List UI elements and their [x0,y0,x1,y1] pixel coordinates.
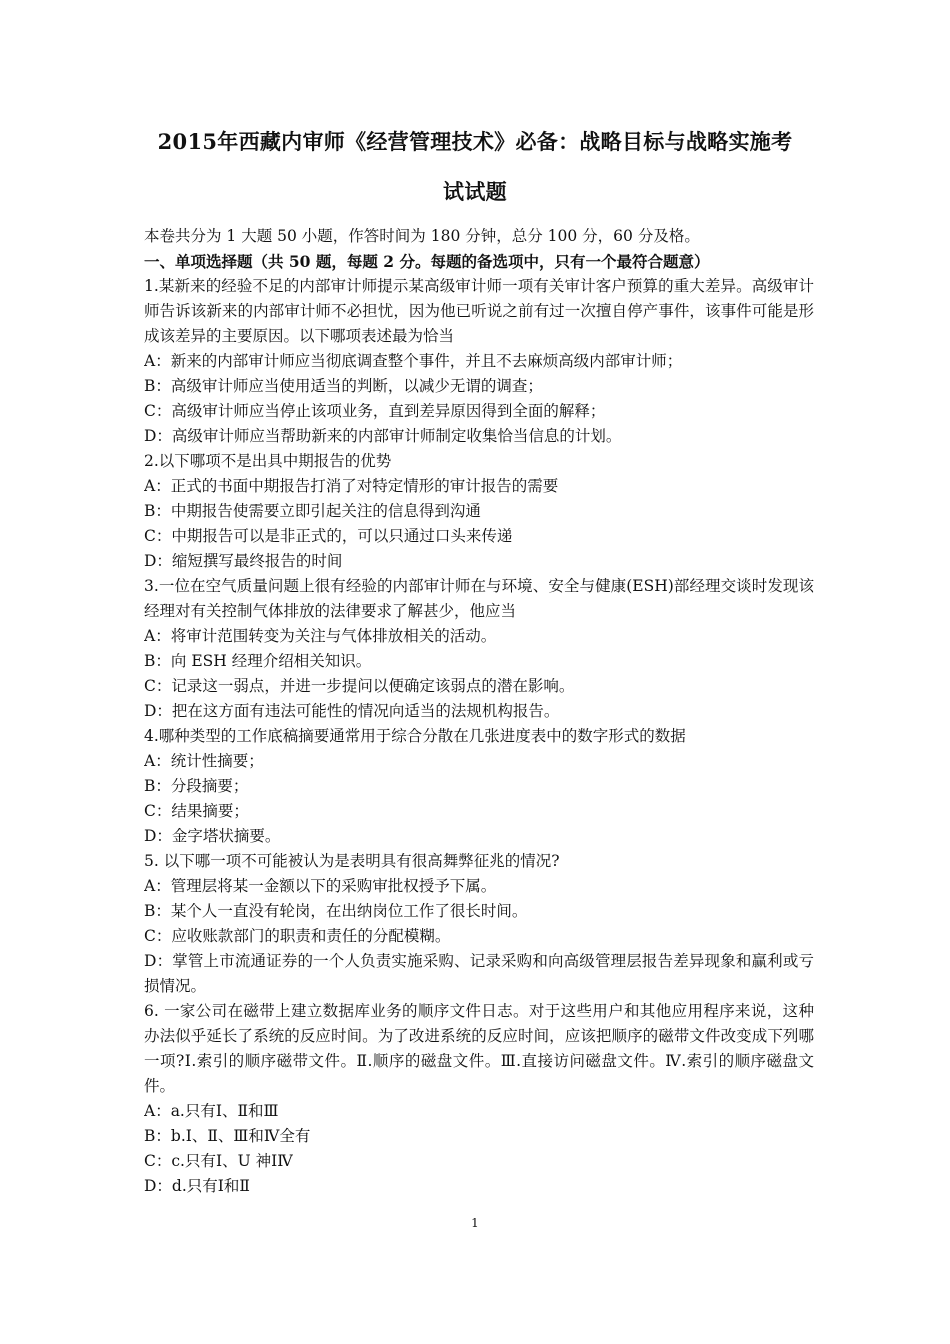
option-c: C：中期报告可以是非正式的，可以只通过口头来传递 [144,527,513,545]
option-a: A：a.只有Ⅰ、Ⅱ和Ⅲ [144,1102,279,1120]
option-a: A：管理层将某一金额以下的采购审批权授予下属。 [144,877,497,895]
option-b: B：中期报告使需要立即引起关注的信息得到沟通 [144,502,481,520]
question-stem: 5. 以下哪一项不可能被认为是表明具有很高舞弊征兆的情况? [144,852,560,870]
page-number: 1 [471,1216,479,1230]
question-stem: 6. 一家公司在磁带上建立数据库业务的顺序文件日志。对于这些用户和其他应用程序来说，这种办法似乎延长了系统的反应时间。为了改进系统的反应时间，应该把顺序的磁带文件改变成下列哪一项?Ⅰ.索引的顺序磁带文件。Ⅱ.顺序的磁盘文件。Ⅲ.直接访问磁盘文件。Ⅳ.索引的顺序磁盘文件。 [144,1002,814,1095]
option-b: B：分段摘要； [144,777,249,795]
option-b: B：高级审计师应当使用适当的判断，以减少无谓的调查； [144,377,543,395]
section-heading: 一、单项选择题（共 50 题，每题 2 分。每题的备选项中，只有一个最符合题意） [144,252,710,271]
question-stem: 3.一位在空气质量问题上很有经验的内部审计师在与环境、安全与健康(ESH)部经理交谈时发现该经理对有关控制气体排放的法律要求了解甚少，他应当 [144,577,814,620]
exam-intro: 本卷共分为 1 大题 50 小题，作答时间为 180 分钟，总分 100 分，60 分及格。 [144,227,700,245]
option-d: D：缩短撰写最终报告的时间 [144,552,343,570]
question-stem: 1.某新来的经验不足的内部审计师提示某高级审计师一项有关审计客户预算的重大差异。高级审计师告诉该新来的内部审计师不必担忧，因为他已听说之前有过一次擅自停产事件，该事件可能是形成该差异的主要原因。以下哪项表述最为恰当 [144,277,814,345]
question-3 [144,574,814,724]
option-d: D：把在这方面有违法可能性的情况向适当的法规机构报告。 [144,702,560,720]
option-c: C：记录这一弱点，并进一步提问以便确定该弱点的潜在影响。 [144,677,575,695]
option-d: D：掌管上市流通证券的一个人负责实施采购、记录采购和向高级管理层报告差异现象和赢利或亏损情况。 [144,952,814,995]
option-a: A：统计性摘要； [144,752,264,770]
option-d: D：d.只有Ⅰ和Ⅱ [144,1177,250,1195]
option-c: C：c.只有Ⅰ、U 神ⅠⅣ [144,1152,293,1170]
document-title-line-2: 试试题 [443,179,507,204]
option-b: B：向 ESH 经理介绍相关知识。 [144,652,372,670]
option-a: A：正式的书面中期报告打消了对特定情形的审计报告的需要 [144,477,559,495]
question-2 [144,449,814,574]
document-title-line-1: 2015年西藏内审师《经营管理技术》必备：战略目标与战略实施考 [157,129,793,154]
question-stem: 2.以下哪项不是出具中期报告的优势 [144,452,392,470]
option-c: C：高级审计师应当停止该项业务，直到差异原因得到全面的解释； [144,402,606,420]
option-c: C：结果摘要； [144,802,249,820]
question-stem: 4.哪种类型的工作底稿摘要通常用于综合分散在几张进度表中的数字形式的数据 [144,727,686,745]
option-c: C：应收账款部门的职责和责任的分配模糊。 [144,927,451,945]
question-5 [144,849,814,999]
option-a: A：新来的内部审计师应当彻底调查整个事件，并且不去麻烦高级内部审计师； [144,352,683,370]
document-body [144,224,814,1199]
option-a: A：将审计范围转变为关注与气体排放相关的活动。 [144,627,497,645]
option-b: B：某个人一直没有轮岗，在出纳岗位工作了很长时间。 [144,902,528,920]
option-d: D：金字塔状摘要。 [144,827,281,845]
option-d: D：高级审计师应当帮助新来的内部审计师制定收集恰当信息的计划。 [144,427,622,445]
question-1 [144,274,814,449]
option-b: B：b.Ⅰ、Ⅱ、Ⅲ和Ⅳ全有 [144,1127,311,1145]
question-4 [144,724,814,849]
question-6 [144,999,814,1199]
